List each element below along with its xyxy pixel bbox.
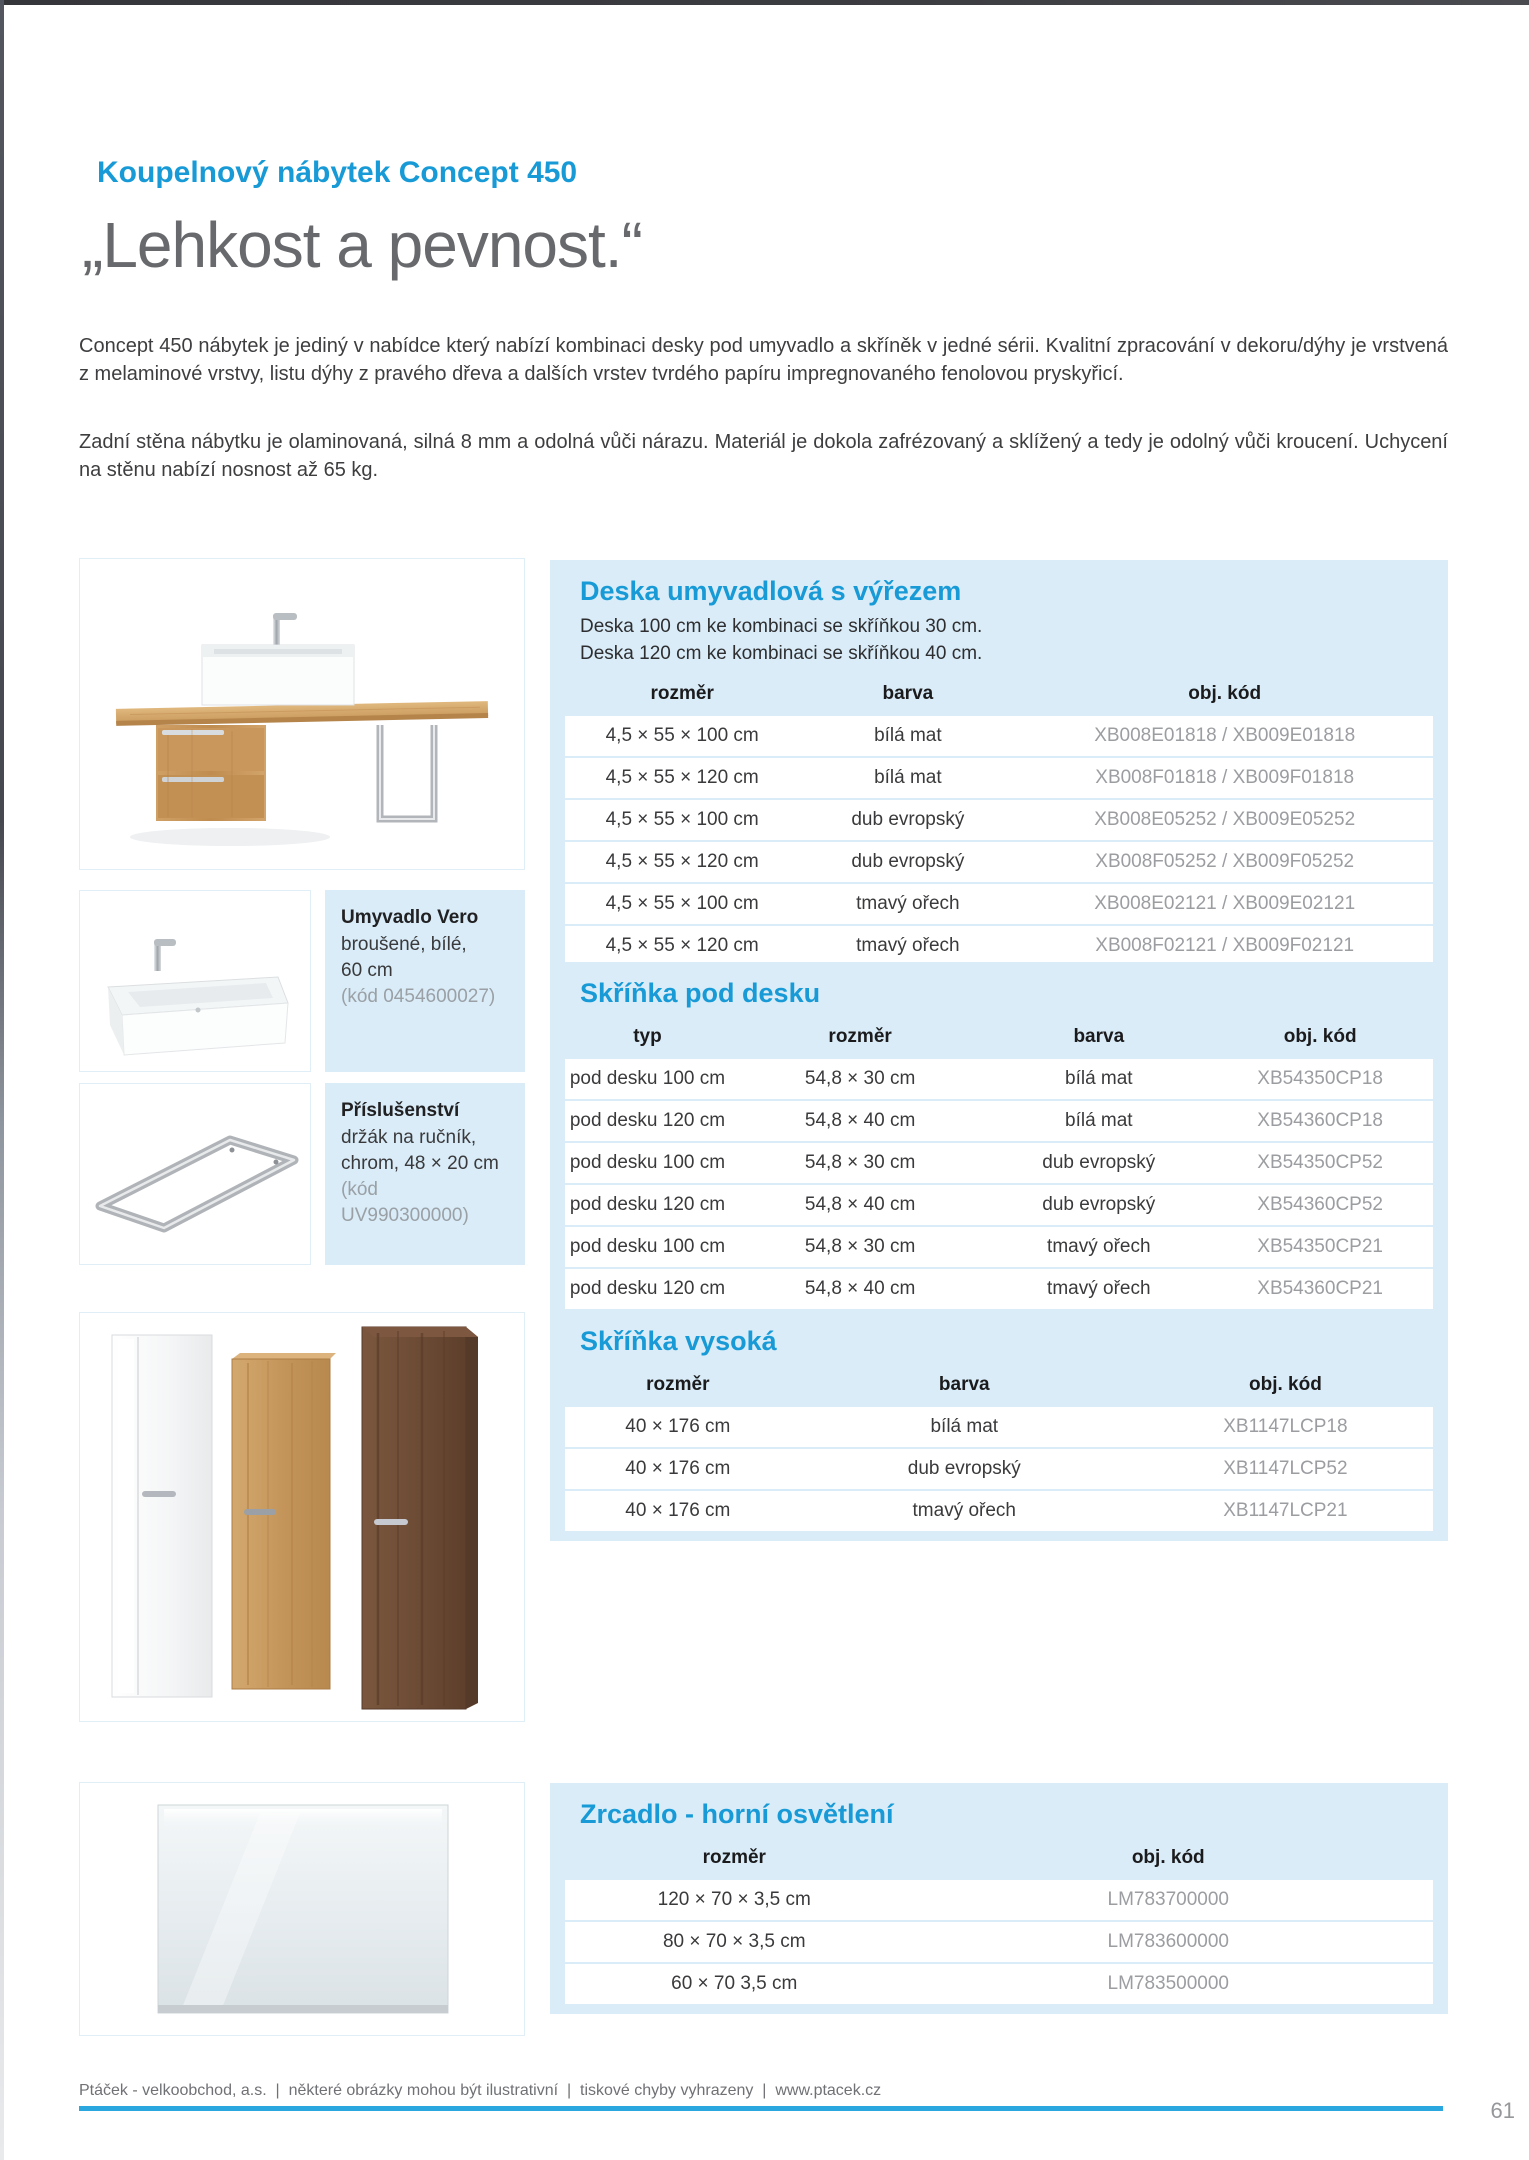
table-cell: 54,8 × 40 cm	[804, 1110, 916, 1131]
panel-deska-umyvadlova	[550, 560, 1448, 976]
table-cell: XB54350CP52	[1257, 1152, 1383, 1173]
table-header-cell: typ	[633, 1026, 662, 1047]
table-row	[565, 1227, 1433, 1267]
table-row	[565, 1491, 1433, 1531]
table-cell: XB1147LCP21	[1223, 1500, 1348, 1521]
table-cell: XB008E01818 / XB009E01818	[1094, 725, 1356, 746]
table-cell: 4,5 × 55 × 120 cm	[605, 767, 759, 788]
table-header-row	[565, 1367, 1433, 1405]
table-cell: pod desku 100 cm	[569, 1068, 726, 1089]
table-header-cell: obj. kód	[1131, 1847, 1205, 1868]
table-cell: 54,8 × 40 cm	[804, 1278, 916, 1299]
table-cell: pod desku 120 cm	[569, 1278, 726, 1299]
accessory-note-line: chrom, 48 × 20 cm	[341, 1153, 499, 1174]
panel-title: Skříňka vysoká	[580, 1326, 777, 1356]
vero-note-title: Umyvadlo Vero	[341, 907, 479, 928]
table-cell: bílá mat	[874, 725, 942, 746]
table-cell: bílá mat	[1065, 1068, 1133, 1089]
table-header-cell: barva	[1073, 1026, 1125, 1047]
table-zrcadlo	[565, 1840, 1433, 2004]
vanity-photo-box	[79, 558, 525, 870]
table-cell: bílá mat	[930, 1416, 999, 1437]
table-row	[565, 800, 1433, 840]
table-cell: XB008F01818 / XB009F01818	[1095, 767, 1355, 788]
page-title: Koupelnový nábytek Concept 450	[97, 156, 578, 189]
table-cell: 120 × 70 × 3,5 cm	[657, 1889, 811, 1910]
panel-subtitle-line: Deska 120 cm ke kombinaci se skříňkou 40 cm.	[580, 643, 983, 664]
vanity-photo	[80, 559, 524, 869]
footer-divider	[79, 2106, 1443, 2111]
panel-skrinka-vysoka	[550, 1310, 1448, 1541]
table-cell: XB54360CP21	[1257, 1278, 1383, 1299]
table-header-cell: obj. kód	[1283, 1026, 1357, 1047]
table-cell: tmavý ořech	[856, 935, 960, 956]
table-cell: tmavý ořech	[1047, 1236, 1151, 1257]
table-cell: pod desku 120 cm	[569, 1110, 726, 1131]
intro-paragraph-1: Concept 450 nábytek je jediný v nabídce který nabízí kombinaci desky pod umyvadlo a skříněk v jedné sérii. Kvalitní zpracování v dekoru/dýhy je vrstvená z melaminové vrstvy, listu dýhy z pravého dřeva a dalších vrstev tvrdého papíru impregnovaného fenolovou pryskyřicí.	[79, 335, 1448, 385]
panel-title: Zrcadlo - horní osvětlení	[580, 1799, 894, 1829]
accessory-note-title: Příslušenství	[341, 1100, 460, 1121]
table-row	[565, 1449, 1433, 1489]
table-cell: 60 × 70 3,5 cm	[671, 1973, 798, 1994]
table-row	[565, 1143, 1433, 1183]
vero-note-line: 60 cm	[341, 960, 393, 981]
table-row	[565, 716, 1433, 756]
table-cell: XB54350CP21	[1257, 1236, 1383, 1257]
table-header-cell: barva	[938, 1374, 990, 1395]
table-cell: pod desku 100 cm	[569, 1236, 726, 1257]
page-number: 61	[1490, 2098, 1515, 2123]
table-cell: tmavý ořech	[1047, 1278, 1151, 1299]
table-cell: XB1147LCP18	[1223, 1416, 1348, 1437]
table-header-row	[565, 1019, 1433, 1057]
table-row	[565, 1101, 1433, 1141]
table-pod-desku	[565, 1019, 1433, 1309]
vero-note-code: (kód 0454600027)	[341, 986, 496, 1007]
table-cell: XB008E05252 / XB009E05252	[1094, 809, 1356, 830]
table-row	[565, 884, 1433, 924]
table-cell: XB54360CP18	[1257, 1110, 1383, 1131]
tall-cabinets-photo	[80, 1313, 524, 1721]
table-header-cell: obj. kód	[1188, 683, 1262, 704]
table-row	[565, 1407, 1433, 1447]
accessory-note-line: držák na ručník,	[341, 1127, 477, 1148]
table-row	[565, 758, 1433, 798]
table-cell: dub evropský	[1042, 1152, 1156, 1173]
accessory-note	[325, 1083, 525, 1265]
table-cell: 54,8 × 30 cm	[804, 1152, 916, 1173]
table-cell: LM783500000	[1107, 1973, 1229, 1994]
page-slogan: „Lehkost a pevnost.“	[82, 209, 642, 281]
vero-note	[325, 890, 525, 1072]
accessory-note-code: (kód UV990300000)	[341, 1179, 469, 1226]
table-row	[565, 1922, 1433, 1962]
table-cell: 4,5 × 55 × 120 cm	[605, 851, 759, 872]
footer-info: Ptáček - velkoobchod, a.s. | některé obrázky mohou být ilustrativní | tiskové chyby vyhrazeny | www.ptacek.cz	[79, 2082, 882, 2099]
panel-skrinka-pod-desku	[550, 962, 1448, 1319]
table-header-cell: barva	[882, 683, 934, 704]
table-cell: tmavý ořech	[856, 893, 960, 914]
table-row	[565, 842, 1433, 882]
table-cell: pod desku 100 cm	[569, 1152, 726, 1173]
table-cell: XB54360CP52	[1257, 1194, 1383, 1215]
table-header-cell: rozměr	[828, 1026, 892, 1047]
table-cell: 4,5 × 55 × 120 cm	[605, 935, 759, 956]
towel-holder-photo	[80, 1084, 310, 1264]
table-cell: pod desku 120 cm	[569, 1194, 726, 1215]
table-header-cell: rozměr	[650, 683, 714, 704]
panel-title: Deska umyvadlová s výřezem	[580, 576, 962, 606]
table-cell: 54,8 × 30 cm	[804, 1236, 916, 1257]
table-cell: XB008F05252 / XB009F05252	[1095, 851, 1355, 872]
vero-photo-box	[79, 890, 311, 1072]
table-cell: bílá mat	[874, 767, 942, 788]
table-cell: 4,5 × 55 × 100 cm	[605, 725, 759, 746]
table-cell: 54,8 × 40 cm	[804, 1194, 916, 1215]
table-cell: LM783700000	[1107, 1889, 1229, 1910]
table-row	[565, 1269, 1433, 1309]
table-cell: dub evropský	[1042, 1194, 1156, 1215]
table-deska	[565, 676, 1433, 966]
table-cell: XB008E02121 / XB009E02121	[1094, 893, 1356, 914]
table-cell: dub evropský	[851, 809, 965, 830]
table-cell: 54,8 × 30 cm	[804, 1068, 916, 1089]
panel-zrcadlo	[550, 1783, 1448, 2014]
mirror-photo-box	[79, 1782, 525, 2036]
table-header-row	[565, 1840, 1433, 1878]
table-vysoka	[565, 1367, 1433, 1531]
panel-subtitle-line: Deska 100 cm ke kombinaci se skříňkou 30 cm.	[580, 616, 983, 637]
page-top-edge	[0, 0, 1529, 5]
table-row	[565, 1185, 1433, 1225]
mirror-photo	[80, 1783, 524, 2035]
tall-cabinets-photo-box	[79, 1312, 525, 1722]
table-cell: LM783600000	[1107, 1931, 1229, 1952]
table-header-row	[565, 676, 1433, 714]
table-header-cell: obj. kód	[1249, 1374, 1322, 1395]
table-cell: 4,5 × 55 × 100 cm	[605, 809, 759, 830]
table-cell: 80 × 70 × 3,5 cm	[662, 1931, 806, 1952]
table-row	[565, 926, 1433, 966]
towel-holder-photo-box	[79, 1083, 311, 1265]
table-cell: 4,5 × 55 × 100 cm	[605, 893, 759, 914]
vero-note-line: broušené, bílé,	[341, 934, 467, 955]
table-cell: 40 × 176 cm	[625, 1500, 731, 1521]
table-cell: dub evropský	[907, 1458, 1021, 1479]
table-row	[565, 1059, 1433, 1099]
table-cell: tmavý ořech	[912, 1500, 1016, 1521]
table-cell: 40 × 176 cm	[625, 1458, 731, 1479]
table-cell: 40 × 176 cm	[625, 1416, 731, 1437]
page-left-edge	[0, 0, 4, 2160]
table-row	[565, 1964, 1433, 2004]
table-cell: XB54350CP18	[1257, 1068, 1383, 1089]
table-cell: XB008F02121 / XB009F02121	[1095, 935, 1355, 956]
panel-title: Skříňka pod desku	[580, 978, 821, 1008]
vero-washbasin-photo	[80, 891, 310, 1071]
intro-paragraph-2: Zadní stěna nábytku je olaminovaná, silná 8 mm a odolná vůči nárazu. Materiál je dokola zafrézovaný a sklížený a tedy je odolný vůči kroucení. Uchycení na stěnu nabízí nosnost až 65 kg.	[79, 431, 1448, 481]
table-cell: bílá mat	[1065, 1110, 1133, 1131]
table-header-cell: rozměr	[702, 1847, 766, 1868]
table-row	[565, 1880, 1433, 1920]
table-header-cell: rozměr	[646, 1374, 710, 1395]
table-cell: XB1147LCP52	[1223, 1458, 1348, 1479]
table-cell: dub evropský	[851, 851, 965, 872]
